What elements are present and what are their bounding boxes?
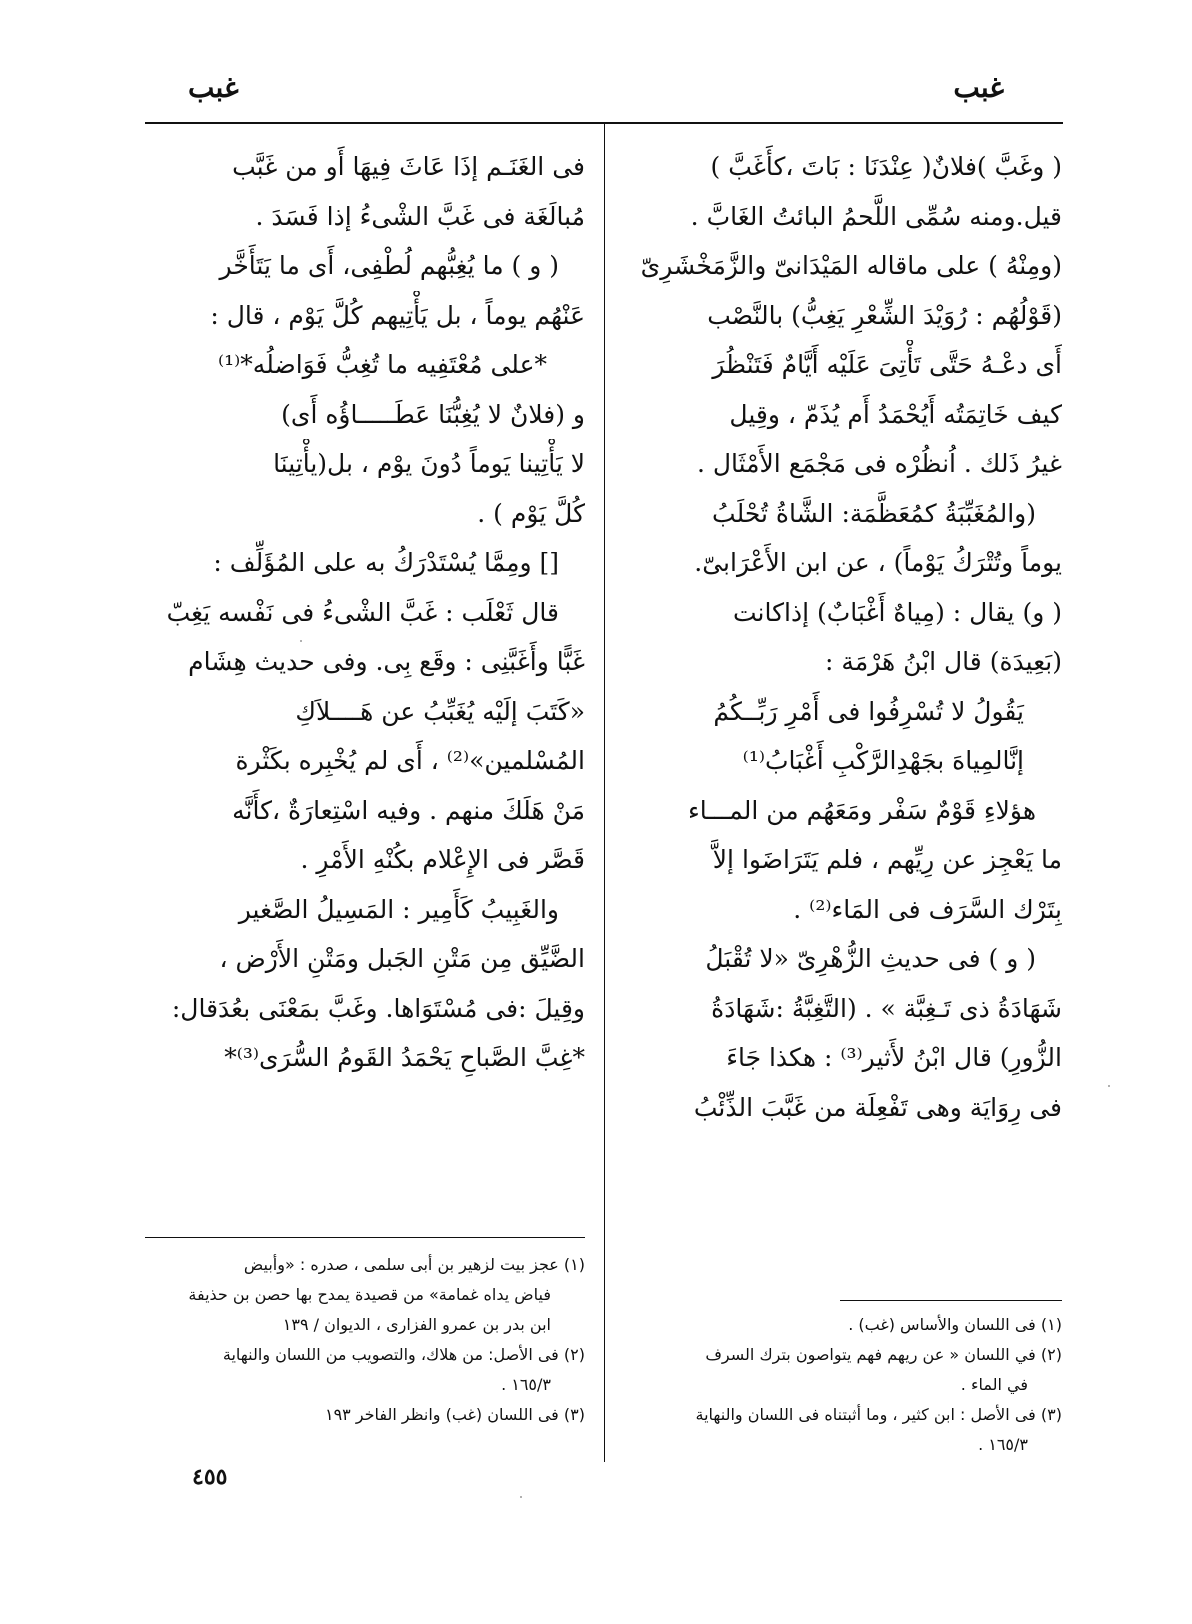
- text-line: فى الغَنَـم إذَا عَاثَ فِيهَا أَو من غَبَّب: [232, 152, 585, 181]
- text-line: قيل.ومنه سُمِّى اللَّحمُ البائتُ الغَابَّ .: [690, 201, 1062, 231]
- running-head-right: غبب: [953, 71, 1004, 104]
- footnote-continuation: ابن بدر بن عمرو الفزارى ، الديوان / ١٣٩: [282, 1315, 551, 1334]
- footnote: (٣) فى الأصل : ابن كثير ، وما أثبتناه فى اللسان والنهاية: [695, 1405, 1062, 1424]
- text-line: المُسْلمين»⁽²⁾ ، أَى لم يُخْبِره بكَثْرة: [235, 746, 585, 775]
- text-line: و (فلانٌ لا يُغِبُّنَا عَطَـــــاؤُه أَى): [281, 399, 585, 429]
- text-line: ( وغَبَّ )فلانٌ( عِنْدَنَا : بَاتَ ،كأَغَبَّ ): [710, 152, 1062, 181]
- left-column: [145, 142, 585, 1083]
- verse-line: *على مُعْتَفِيه ما تُغِبُّ فَوَاضلُه*⁽¹⁾: [217, 350, 547, 379]
- text-line: «كَتَبَ إلَيْه يُغَبِّبُ عن هَــــلاَكِ: [295, 696, 585, 726]
- text-line: شَهَادَةُ ذى تَـغِبَّة » . (التَّغِبَّةُ :شَهَادَةُ: [711, 993, 1062, 1023]
- column-divider: [604, 124, 605, 1462]
- footnote: (٢) فى الأصل: من هلاك، والتصويب من اللسان والنهاية: [222, 1345, 585, 1364]
- text-line: بِتَرْك السَّرَف فى المَاء⁽²⁾ .: [793, 894, 1062, 924]
- running-head-left: غبب: [188, 71, 239, 104]
- text-line: قَصَّر فى الإِعْلام بكُنْهِ الأَمْرِ .: [300, 845, 585, 874]
- text-line: غيرُ ذَلك . اُنظُرْه فى مَجْمَع الأَمْثَال .: [696, 449, 1062, 478]
- footnote: (٣) فى اللسان (غب) وانظر الفاخر ١٩٣: [324, 1405, 585, 1424]
- footnote-continuation: ١٦٥/٣ .: [501, 1375, 551, 1394]
- text-line: (والمُغَبِّبَةُ كمُعَظَّمَة: الشَّاةُ تُحْلَبُ: [712, 498, 1036, 528]
- verse-line: يَقُولُ لا تُسْرِفُوا فى أَمْرِ رَبِّــكُمُ: [713, 696, 1024, 726]
- footnotes-left: [145, 1250, 585, 1430]
- verse-line: *غِبَّ الصَّباحِ يَحْمَدُ القَومُ السُّرَى⁽³⁾*: [224, 1043, 585, 1072]
- footnote-continuation: في الماء .: [960, 1375, 1028, 1394]
- text-line: عَنْهُم يوماً ، بل يَأْتِيهم كُلَّ يَوْم ، قال :: [210, 300, 585, 330]
- text-line: (قَوْلُهُم : رُوَيْدَ الشِّعْرِ يَغِبُّ) بالنَّصْب: [707, 300, 1062, 330]
- text-line: ( و ) ما يُغِبُّهم لُطْفِى، أَى ما يَتَأَخَّر: [219, 251, 559, 280]
- right-column: [632, 142, 1062, 1132]
- footnote: (١) فى اللسان والأساس (غب) .: [848, 1315, 1062, 1334]
- footnote: (٢) في اللسان « عن ريهم فهم يتواصون بترك السرف: [705, 1345, 1062, 1364]
- text-line: (ومِنْهُ ) على ماقاله المَيْدَانىّ والزَّمَخْشَرِىّ: [640, 251, 1062, 280]
- footnotes-right: [632, 1310, 1062, 1460]
- text-line: وقِيلَ :فى مُسْتَوَاها. وغَبَّ بمَعْنَى بعُدَقال:: [171, 993, 585, 1023]
- text-line: الضَّيِّق مِن مَتْنِ الجَبل ومَتْنِ الأَرْض ،: [219, 944, 585, 973]
- text-line: هؤلاءِ قَوْمٌ سَفْر ومَعَهُم من المـــاء: [687, 795, 1036, 825]
- text-line: لا يَأْتِينا يَوماً دُونَ يوْم ، بل(يأْتِينَا: [273, 449, 585, 478]
- text-line: كُلَّ يَوْم ) .: [477, 498, 585, 528]
- scan-speck: [520, 1496, 522, 1498]
- text-line: فى رِوَايَة وهى تَفْعِلَة من غَبَّبَ الذِّئْبُ: [693, 1092, 1062, 1122]
- footnote-rule-left: [145, 1237, 585, 1238]
- text-line: [] ومِمَّا يُسْتَدْرَكُ به على المُؤَلِّف :: [213, 548, 559, 577]
- text-line: أَى دعْـهُ حَتَّى تَأْتِىَ عَلَيْه أَيَّامٌ فَتَنْظُرَ: [712, 350, 1062, 379]
- text-line: كيف خَاتِمَتُه أَيُحْمَدُ أَم يُذَمّ ، وقِيل: [729, 399, 1062, 429]
- text-line: غَبًّا وأَغَبَّنِى : وقَع بِى. وفى حديث هِشَام: [188, 647, 585, 676]
- text-line: (بَعِيدَة) قال ابْنُ هَرْمَة :: [825, 647, 1062, 676]
- text-line: يوماً وتُتْرَكُ يَوْماً) ، عن ابن الأَعْرَابىّ.: [694, 548, 1062, 577]
- scan-speck: [300, 640, 302, 642]
- footnote-continuation: ١٦٥/٣ .: [978, 1435, 1028, 1454]
- text-line: والغَبِيبُ كَأَمِير : المَسِيلُ الصَّغير: [238, 894, 559, 924]
- text-line: مَنْ هَلَكَ منهم . وفيه اسْتِعارَةٌ ،كأَنَّه: [232, 795, 585, 825]
- scan-speck: [1108, 1085, 1110, 1087]
- text-line: ( و) يقال : (مِياهٌ أَغْبَابٌ) إذاكانت: [733, 597, 1062, 627]
- verse-line: إنَّالمِياهَ بجَهْدِالرَّكْبِ أَغْبَابُ⁽¹⁾: [742, 746, 1024, 775]
- footnote: (١) عجز بيت لزهير بن أبى سلمى ، صدره : «وأبيض: [243, 1255, 585, 1274]
- footnote-rule-right: [840, 1300, 1062, 1301]
- text-line: ما يَعْجِز عن رِيِّهم ، فلم يَتَرَاضَوا إلاَّ: [712, 845, 1062, 874]
- page-number: ٤٥٥: [192, 1464, 228, 1490]
- text-line: ( و ) فى حديثِ الزُّهْرِىّ «لا تُقْبَلُ: [705, 944, 1036, 973]
- footnote-continuation: فياض يداه غمامة» من قصيدة يمدح بها حصن بن حذيفة: [188, 1285, 551, 1304]
- text-line: قال ثَعْلَب : غَبَّ الشْىءُ فى نَفْسه يَغِبّ: [166, 597, 559, 627]
- text-line: مُبالَغَة فى غَبَّ الشْىءُ إذا فَسَدَ .: [255, 201, 585, 231]
- text-line: الزُّورِ) قال ابْنُ لأَثير⁽³⁾ : هكذا جَاءَ: [726, 1043, 1062, 1072]
